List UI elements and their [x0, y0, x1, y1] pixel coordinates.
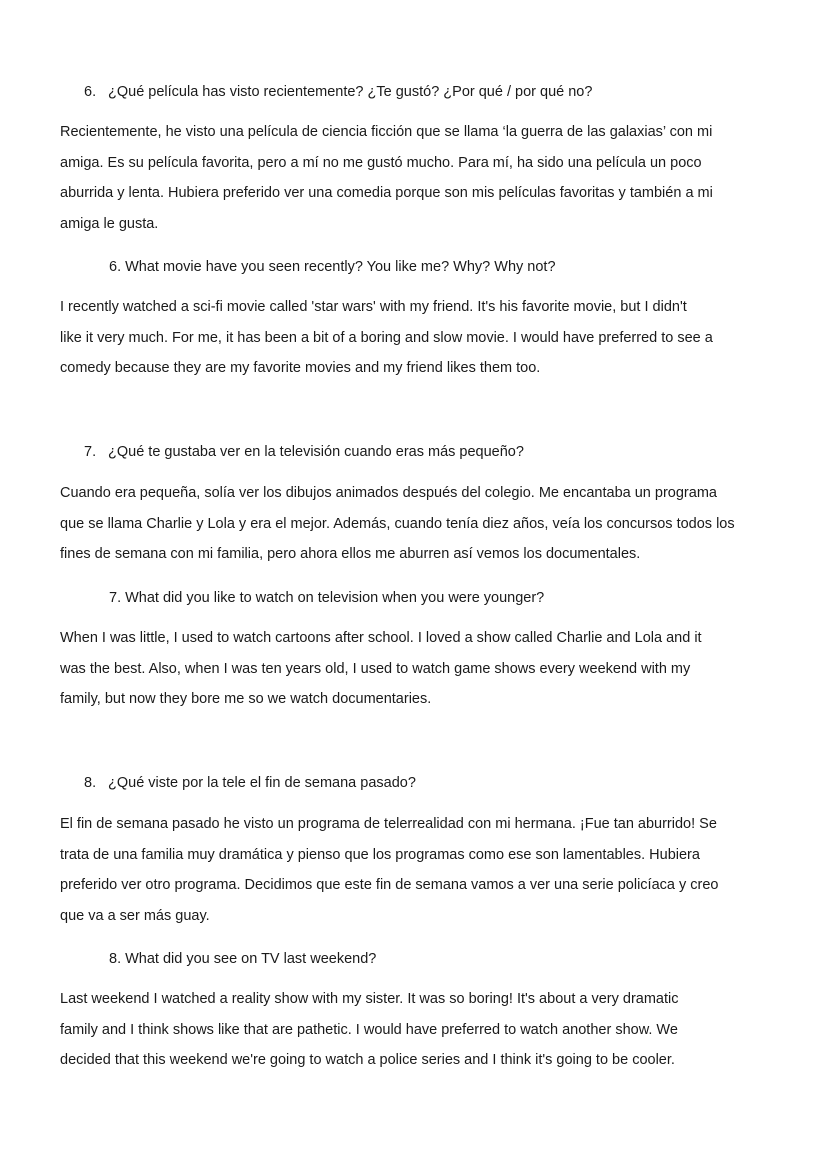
answer-line: Recientemente, he visto una película de ciencia ficción que se llama ‘la guerra de las galaxias’ con mi	[60, 124, 713, 140]
section-8-en-question	[60, 949, 760, 969]
answer-line: decided that this weekend we're going to watch a police series and I think it's going to be cooler.	[60, 1052, 675, 1068]
question-text: ¿Qué viste por la tele el fin de semana pasado?	[108, 775, 416, 791]
section-8-es-answer	[60, 809, 760, 931]
answer-line: was the best. Also, when I was ten years old, I used to watch game shows every weekend with my	[60, 660, 691, 677]
question-text: 8. What did you see on TV last weekend?	[109, 951, 377, 967]
answer-line: I recently watched a sci-fi movie called 'star wars' with my friend. It's his favorite movie, but I didn't	[60, 299, 687, 315]
answer-line: amiga le gusta.	[60, 215, 159, 232]
section-7-en-answer	[60, 623, 760, 715]
answer-line: Last weekend I watched a reality show with my sister. It was so boring! It's about a very dramatic	[60, 991, 679, 1007]
answer-line: family, but now they bore me so we watch documentaries.	[60, 691, 432, 707]
section-6-es-answer	[60, 117, 760, 239]
answer-line: family and I think shows like that are pathetic. I would have preferred to watch another show. We	[60, 1021, 678, 1038]
answer-line: fines de semana con mi familia, pero ahora ellos me aburren así vemos los documentales.	[60, 546, 641, 562]
answer-line: comedy because they are my favorite movies and my friend likes them too.	[60, 360, 541, 376]
answer-line: trata de una familia muy dramática y pienso que los programas como ese son lamentables. Hubiera	[60, 846, 700, 863]
section-7-es-answer	[60, 478, 760, 570]
question-text: 6. What movie have you seen recently? You like me? Why? Why not?	[109, 259, 556, 275]
section-6-es-question	[60, 82, 760, 102]
section-8-es-question	[60, 773, 760, 793]
section-6-en-answer	[60, 292, 760, 384]
answer-line: El fin de semana pasado he visto un programa de telerrealidad con mi hermana. ¡Fue tan aburrido! Se	[60, 816, 717, 832]
answer-line: amiga. Es su película favorita, pero a mí no me gustó mucho. Para mí, ha sido una película un poco	[60, 154, 702, 171]
question-text: 7. What did you like to watch on television when you were younger?	[109, 590, 545, 606]
section-6-en-question	[60, 257, 760, 277]
answer-line: like it very much. For me, it has been a bit of a boring and slow movie. I would have preferred to see a	[60, 329, 713, 346]
answer-line: Cuando era pequeña, solía ver los dibujos animados después del colegio. Me encantaba un programa	[60, 485, 717, 501]
answer-line: que se llama Charlie y Lola y era el mejor. Además, cuando tenía diez años, veía los concursos todos los	[60, 515, 735, 532]
answer-line: When I was little, I used to watch cartoons after school. I loved a show called Charlie and Lola and it	[60, 630, 702, 646]
section-7-en-question	[60, 588, 760, 608]
question-text: ¿Qué película has visto recientemente? ¿Te gustó? ¿Por qué / por qué no?	[108, 84, 593, 100]
section-8-en-answer	[60, 984, 760, 1076]
answer-line: preferido ver otro programa. Decidimos que este fin de semana vamos a ver una serie policíaca y creo	[60, 877, 719, 893]
question-number: 6.	[84, 84, 97, 100]
question-text: ¿Qué te gustaba ver en la televisión cuando eras más pequeño?	[108, 444, 524, 460]
question-number: 8.	[84, 775, 97, 791]
section-7-es-question	[60, 442, 760, 462]
answer-line: aburrida y lenta. Hubiera preferido ver una comedia porque son mis películas favoritas y también a mi	[60, 185, 713, 201]
answer-line: que va a ser más guay.	[60, 907, 210, 924]
question-number: 7.	[84, 444, 97, 460]
